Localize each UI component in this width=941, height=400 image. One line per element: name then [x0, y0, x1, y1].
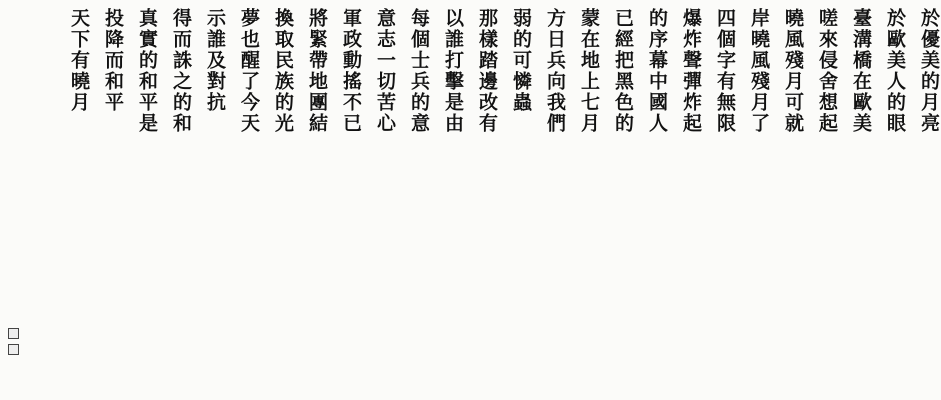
text-column: 四個字有無限 — [714, 8, 736, 134]
text-column: 意志一切苦心 — [374, 8, 396, 134]
text-column: 蒙在地上七月 — [578, 8, 600, 134]
signature-column — [6, 28, 16, 378]
text-column: 已經把黑色的 — [612, 8, 634, 134]
text-column: 投降而和平 — [102, 8, 124, 113]
text-column: 將緊帶地團結 — [306, 8, 328, 134]
text-column: 臺溝橋在歐美 — [850, 8, 872, 134]
text-column: 示誰及對抗 — [204, 8, 226, 113]
text-column: 曉風殘月可就 — [782, 8, 804, 134]
text-column: 岸曉風殘月了 — [748, 8, 770, 134]
text-column: 弱的可憐蟲 — [510, 8, 532, 113]
text-column: 爆炸聲彈炸起 — [680, 8, 702, 134]
signature-column — [18, 28, 28, 378]
text-column: 於優美的月亮 — [918, 8, 940, 134]
signature-inscription — [4, 28, 42, 378]
text-column: 得而誅之的和 — [170, 8, 192, 134]
text-column: 天下有曉月 — [68, 8, 90, 113]
text-column: 每個士兵的意 — [408, 8, 430, 134]
signature-column — [30, 28, 40, 378]
text-column: 夢也醒了今天 — [238, 8, 260, 134]
text-column: 換取民族的光 — [272, 8, 294, 134]
text-column: 軍政動搖不已 — [340, 8, 362, 134]
seal-stamp — [8, 328, 19, 339]
seal-stamp — [8, 344, 19, 355]
text-column: 嗟來侵舍想起 — [816, 8, 838, 134]
text-column: 於歐美人的眼 — [884, 8, 906, 134]
text-column: 以誰打擊是由 — [442, 8, 464, 134]
text-column: 的序幕中國人 — [646, 8, 668, 134]
text-column: 真實的和平是 — [136, 8, 158, 134]
text-column: 那樣踏邊改有 — [476, 8, 498, 134]
text-column: 方日兵向我們 — [544, 8, 566, 134]
